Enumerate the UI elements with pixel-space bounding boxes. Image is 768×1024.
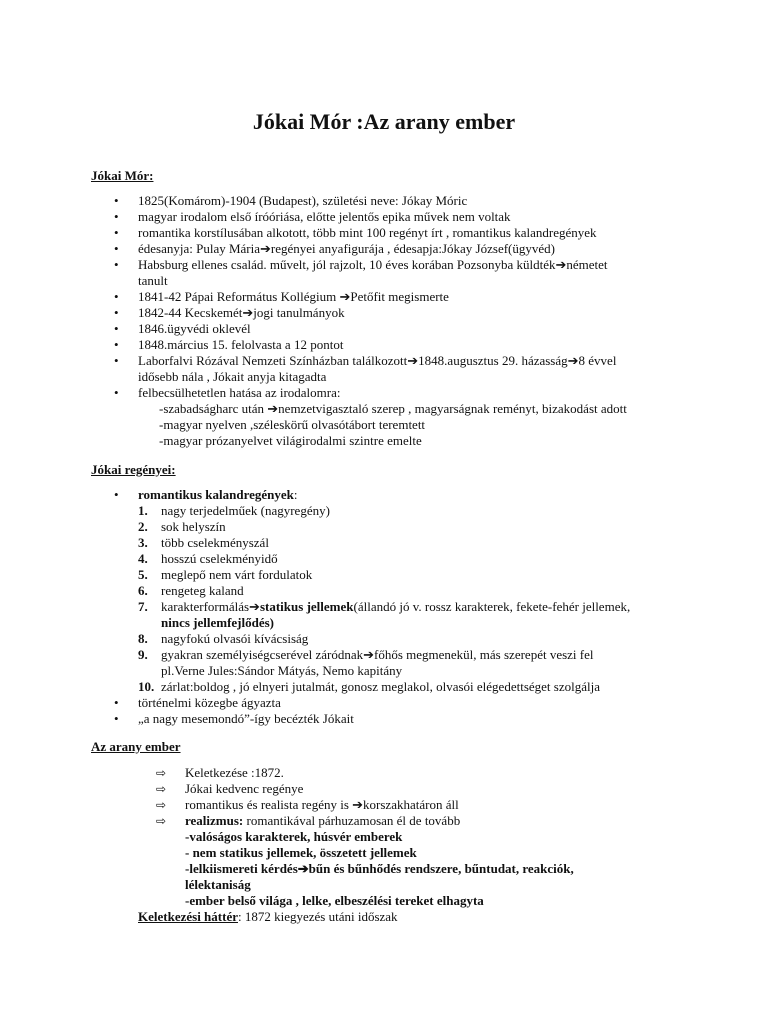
realizmus-detail: -ember belső világa , lelke, elbeszélési tereket elhagyta <box>185 893 484 908</box>
arrow-bullet-icon: ⇨ <box>156 814 167 828</box>
list-number: 7. <box>138 599 148 614</box>
sub-item-text: -magyar prózanyelvet világirodalmi szintre emelte <box>159 433 422 448</box>
page-title: Jókai Mór :Az arany ember <box>252 109 516 134</box>
arrow-bullet-icon: ⇨ <box>156 798 167 812</box>
list-number: 8. <box>138 631 148 646</box>
bullet-dot: • <box>114 209 119 224</box>
bullet-dot: • <box>114 337 119 352</box>
list-number: 6. <box>138 583 148 598</box>
keletkezesi-hatter: Keletkezési háttér: 1872 kiegyezés utáni időszak <box>138 909 398 924</box>
sub-item-text: -szabadságharc után ➔nemzetvigasztaló szerep , magyarságnak reményt, bizakodást adott <box>159 401 627 416</box>
list-item-text: nagy terjedelműek (nagyregény) <box>161 503 330 518</box>
bullet-dot: • <box>114 193 119 208</box>
list-item-text: 1842-44 Kecskemét➔jogi tanulmányok <box>138 305 345 320</box>
realizmus-detail: -lelkiismereti kérdés➔bűn és bűnhődés rendszere, bűntudat, reakciók, <box>185 861 574 876</box>
list-item-text: meglepő nem várt fordulatok <box>161 567 313 582</box>
list-item-text: „a nagy mesemondó”-így becézték Jókait <box>138 711 354 726</box>
list-item-text: karakterformálás➔statikus jellemek(állandó jó v. rossz karakterek, fekete-fehér jellemek, <box>161 599 631 614</box>
list-item-text: hosszú cselekményidő <box>161 551 278 566</box>
list-number: 4. <box>138 551 148 566</box>
realizmus-detail: - nem statikus jellemek, összetett jellemek <box>185 845 417 860</box>
arrow-bullet-icon: ⇨ <box>156 766 167 780</box>
list-item-text: 1841-42 Pápai Református Kollégium ➔Petőfit megismerte <box>138 289 449 304</box>
bullet-dot: • <box>114 711 119 726</box>
bullet-dot: • <box>114 487 119 502</box>
list-item-text: édesanyja: Pulay Mária➔regényei anyafigurája , édesapja:Jókay József(ügyvéd) <box>138 241 555 256</box>
bullet-dot: • <box>114 385 119 400</box>
sub-item-text: -magyar nyelven ,széleskörű olvasótábort teremtett <box>159 417 426 432</box>
realizmus-detail: lélektaniság <box>185 877 251 892</box>
list-item-text: rengeteg kaland <box>161 583 244 598</box>
list-item-text: tanult <box>138 273 168 288</box>
list-item-text: Habsburg ellenes család. művelt, jól rajzolt, 10 éves korában Pozsonyba küldték➔németet <box>138 257 608 272</box>
list-item-text: zárlat:boldog , jó elnyeri jutalmát, gonosz meglakol, olvasói elégedettséget szolgálja <box>161 679 600 694</box>
list-item-text: magyar irodalom első íróóriása, előtte jelentős epika művek nem voltak <box>138 209 511 224</box>
realizmus-detail: -valóságos karakterek, húsvér emberek <box>185 829 403 844</box>
list-item-text: 1825(Komárom)-1904 (Budapest), születési neve: Jókay Móric <box>138 193 468 208</box>
list-number: 5. <box>138 567 148 582</box>
bullet-dot: • <box>114 257 119 272</box>
list-number: 2. <box>138 519 148 534</box>
bullet-dot: • <box>114 321 119 336</box>
list-number: 10. <box>138 679 155 694</box>
list-item-text: több cselekményszál <box>161 535 269 550</box>
list-item-text: romantika korstílusában alkotott, több mint 100 regényt írt , romantikus kalandregények <box>138 225 597 240</box>
list-item-text: Jókai kedvenc regénye <box>185 781 304 796</box>
list-item-text: sok helyszín <box>161 519 226 534</box>
section-heading-jokai-regenyei: Jókai regényei: <box>91 462 176 477</box>
list-item-text: idősebb nála , Jókait anyja kitagadta <box>138 369 327 384</box>
list-item-text: Laborfalvi Rózával Nemzeti Színházban találkozott➔1848.augusztus 29. házasság➔8 évvel <box>138 353 617 368</box>
list-item-text: romantikus kalandregények: <box>138 487 298 502</box>
list-number: 3. <box>138 535 148 550</box>
bullet-dot: • <box>114 353 119 368</box>
list-item-text: nagyfokú olvasói kívácsiság <box>161 631 309 646</box>
list-item-text: felbecsülhetetlen hatása az irodalomra: <box>138 385 341 400</box>
section-heading-az-arany-ember: Az arany ember <box>91 739 181 754</box>
list-item-text: Keletkezése :1872. <box>185 765 284 780</box>
list-item-text: 1848.március 15. felolvasta a 12 pontot <box>138 337 344 352</box>
list-item-text: pl.Verne Jules:Sándor Mátyás, Nemo kapitány <box>161 663 403 678</box>
list-number: 1. <box>138 503 148 518</box>
bullet-dot: • <box>114 241 119 256</box>
arrow-bullet-icon: ⇨ <box>156 782 167 796</box>
list-item-text: gyakran személyiségcserével záródnak➔főhős megmenekül, más szerepét veszi fel <box>161 647 594 662</box>
bullet-dot: • <box>114 695 119 710</box>
list-number: 9. <box>138 647 148 662</box>
section-heading-jokai-mor: Jókai Mór: <box>91 168 154 183</box>
bullet-dot: • <box>114 289 119 304</box>
list-item-text: 1846.ügyvédi oklevél <box>138 321 251 336</box>
list-item-text: realizmus: romantikával párhuzamosan él de tovább <box>185 813 461 828</box>
bullet-dot: • <box>114 305 119 320</box>
list-item-text: nincs jellemfejlődés) <box>161 615 275 630</box>
list-item-text: romantikus és realista regény is ➔korszakhatáron áll <box>185 797 459 812</box>
bullet-dot: • <box>114 225 119 240</box>
list-item-text: történelmi közegbe ágyazta <box>138 695 281 710</box>
